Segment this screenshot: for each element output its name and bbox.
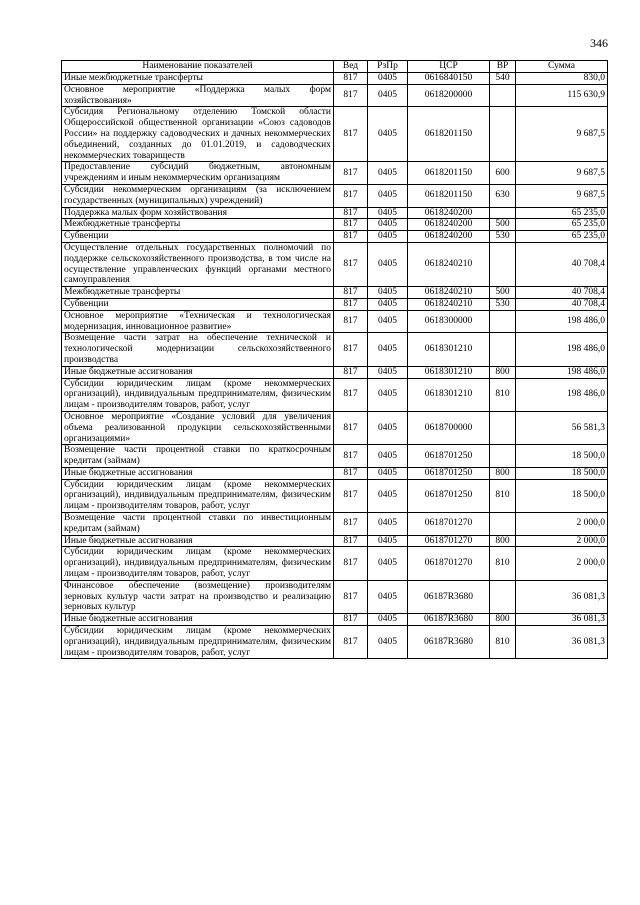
row-rzpr: 0405 xyxy=(368,84,408,107)
row-rzpr: 0405 xyxy=(368,231,408,243)
row-name: Иные бюджетные ассигнования xyxy=(62,614,334,626)
row-ved: 817 xyxy=(334,513,368,536)
row-rzpr: 0405 xyxy=(368,287,408,299)
row-csr: 0618301210 xyxy=(408,366,490,378)
table-row xyxy=(62,411,608,444)
row-rzpr: 0405 xyxy=(368,467,408,479)
row-csr: 0618240210 xyxy=(408,287,490,299)
row-name: Субсидии юридическим лицам (кроме некоммерческих организаций), индивидуальным предпринимателям, физическим лицам - производителям товаров, работ, услуг xyxy=(62,479,334,512)
row-vr: 810 xyxy=(490,479,516,512)
row-csr: 0616840150 xyxy=(408,73,490,85)
row-vr xyxy=(490,310,516,333)
table-row xyxy=(62,287,608,299)
row-ved: 817 xyxy=(334,467,368,479)
row-name: Межбюджетные трансферты xyxy=(62,219,334,231)
row-vr xyxy=(490,580,516,613)
budget-table xyxy=(61,60,608,659)
row-name: Субсидии юридическим лицам (кроме некоммерческих организаций), индивидуальным предпринимателям, физическим лицам - производителям товаров, работ, услуг xyxy=(62,626,334,659)
row-sum: 18 500,0 xyxy=(516,445,608,468)
row-ved: 817 xyxy=(334,242,368,286)
row-name: Иные бюджетные ассигнования xyxy=(62,535,334,547)
row-name: Иные бюджетные ассигнования xyxy=(62,467,334,479)
row-name: Основное мероприятие «Поддержка малых форм хозяйствования» xyxy=(62,84,334,107)
row-rzpr: 0405 xyxy=(368,411,408,444)
row-rzpr: 0405 xyxy=(368,479,408,512)
row-sum: 40 708,4 xyxy=(516,242,608,286)
row-csr: 0618701250 xyxy=(408,467,490,479)
row-sum: 198 486,0 xyxy=(516,378,608,411)
row-rzpr: 0405 xyxy=(368,73,408,85)
table-row xyxy=(62,162,608,185)
row-sum: 65 235,0 xyxy=(516,219,608,231)
row-ved: 817 xyxy=(334,626,368,659)
row-name: Межбюджетные трансферты xyxy=(62,287,334,299)
row-csr: 0618201150 xyxy=(408,184,490,207)
table-row xyxy=(62,479,608,512)
row-name: Иные межбюджетные трансферты xyxy=(62,73,334,85)
row-vr: 800 xyxy=(490,366,516,378)
row-vr: 530 xyxy=(490,231,516,243)
table-row xyxy=(62,580,608,613)
row-name: Основное мероприятие «Создание условий для увеличения объема реализованной продукции сельскохозяйственными организациями» xyxy=(62,411,334,444)
row-csr: 0618701270 xyxy=(408,547,490,580)
row-csr: 0618701250 xyxy=(408,445,490,468)
row-csr: 0618300000 xyxy=(408,310,490,333)
row-rzpr: 0405 xyxy=(368,207,408,219)
column-header-csr: ЦСР xyxy=(408,61,490,73)
row-ved: 817 xyxy=(334,184,368,207)
row-rzpr: 0405 xyxy=(368,513,408,536)
row-sum: 9 687,5 xyxy=(516,107,608,162)
row-csr: 0618240210 xyxy=(408,298,490,310)
row-ved: 817 xyxy=(334,207,368,219)
row-rzpr: 0405 xyxy=(368,107,408,162)
row-rzpr: 0405 xyxy=(368,626,408,659)
row-vr: 810 xyxy=(490,378,516,411)
row-rzpr: 0405 xyxy=(368,580,408,613)
row-rzpr: 0405 xyxy=(368,298,408,310)
row-vr: 500 xyxy=(490,219,516,231)
table-row xyxy=(62,535,608,547)
row-vr xyxy=(490,84,516,107)
column-header-name: Наименование показателей xyxy=(62,61,334,73)
row-ved: 817 xyxy=(334,535,368,547)
row-sum: 115 630,9 xyxy=(516,84,608,107)
row-name: Субсидия Региональному отделению Томской области Общероссийской общественной организации «Союз садоводов России» на поддержку садоводческих и дачных некоммерческих объединений, созданных до 01.01.2019, и садоводческих некоммерческих товариществ xyxy=(62,107,334,162)
row-ved: 817 xyxy=(334,73,368,85)
row-csr: 0618701270 xyxy=(408,535,490,547)
row-rzpr: 0405 xyxy=(368,242,408,286)
table-row xyxy=(62,184,608,207)
row-name: Субвенции xyxy=(62,231,334,243)
column-header-ved: Вед xyxy=(334,61,368,73)
table-row xyxy=(62,73,608,85)
row-rzpr: 0405 xyxy=(368,378,408,411)
table-row xyxy=(62,242,608,286)
row-sum: 198 486,0 xyxy=(516,310,608,333)
table-row xyxy=(62,333,608,366)
row-csr: 0618201150 xyxy=(408,162,490,185)
row-sum: 18 500,0 xyxy=(516,467,608,479)
table-row xyxy=(62,445,608,468)
row-csr: 0618240210 xyxy=(408,242,490,286)
row-name: Основное мероприятие «Техническая и технологическая модернизация, инновационное развитие» xyxy=(62,310,334,333)
column-header-sum: Сумма xyxy=(516,61,608,73)
row-vr: 600 xyxy=(490,162,516,185)
row-ved: 817 xyxy=(334,287,368,299)
row-rzpr: 0405 xyxy=(368,219,408,231)
row-ved: 817 xyxy=(334,310,368,333)
row-ved: 817 xyxy=(334,366,368,378)
row-vr xyxy=(490,333,516,366)
row-ved: 817 xyxy=(334,479,368,512)
row-rzpr: 0405 xyxy=(368,445,408,468)
row-name: Субсидии юридическим лицам (кроме некоммерческих организаций), индивидуальным предпринимателям, физическим лицам - производителям товаров, работ, услуг xyxy=(62,378,334,411)
row-sum: 56 581,3 xyxy=(516,411,608,444)
row-rzpr: 0405 xyxy=(368,333,408,366)
row-csr: 0618301210 xyxy=(408,378,490,411)
row-name: Субвенции xyxy=(62,298,334,310)
row-rzpr: 0405 xyxy=(368,614,408,626)
table-row xyxy=(62,467,608,479)
row-csr: 06187R3680 xyxy=(408,614,490,626)
row-vr: 800 xyxy=(490,614,516,626)
row-name: Возмещение части процентной ставки по инвестиционным кредитам (займам) xyxy=(62,513,334,536)
table-row xyxy=(62,626,608,659)
row-csr: 0618240200 xyxy=(408,219,490,231)
row-vr: 810 xyxy=(490,547,516,580)
row-vr xyxy=(490,207,516,219)
row-sum: 36 081,3 xyxy=(516,614,608,626)
row-csr: 0618200000 xyxy=(408,84,490,107)
row-ved: 817 xyxy=(334,547,368,580)
row-vr: 800 xyxy=(490,535,516,547)
row-sum: 40 708,4 xyxy=(516,287,608,299)
table-row xyxy=(62,513,608,536)
row-csr: 0618700000 xyxy=(408,411,490,444)
row-sum: 2 000,0 xyxy=(516,547,608,580)
table-row xyxy=(62,366,608,378)
row-vr: 540 xyxy=(490,73,516,85)
row-sum: 36 081,3 xyxy=(516,580,608,613)
row-rzpr: 0405 xyxy=(368,366,408,378)
row-vr: 500 xyxy=(490,287,516,299)
row-ved: 817 xyxy=(334,298,368,310)
row-csr: 06187R3680 xyxy=(408,626,490,659)
row-ved: 817 xyxy=(334,445,368,468)
row-sum: 9 687,5 xyxy=(516,162,608,185)
column-header-vr: ВР xyxy=(490,61,516,73)
row-vr: 810 xyxy=(490,626,516,659)
row-vr: 800 xyxy=(490,467,516,479)
row-csr: 0618240200 xyxy=(408,207,490,219)
row-sum: 2 000,0 xyxy=(516,535,608,547)
row-ved: 817 xyxy=(334,378,368,411)
row-vr xyxy=(490,445,516,468)
table-row xyxy=(62,614,608,626)
row-sum: 65 235,0 xyxy=(516,231,608,243)
row-rzpr: 0405 xyxy=(368,162,408,185)
row-name: Иные бюджетные ассигнования xyxy=(62,366,334,378)
row-csr: 0618701270 xyxy=(408,513,490,536)
row-sum: 9 687,5 xyxy=(516,184,608,207)
row-ved: 817 xyxy=(334,411,368,444)
row-ved: 817 xyxy=(334,580,368,613)
table-row xyxy=(62,207,608,219)
row-ved: 817 xyxy=(334,231,368,243)
column-header-rzpr: РзПр xyxy=(368,61,408,73)
row-ved: 817 xyxy=(334,219,368,231)
row-name: Осуществление отдельных государственных полномочий по поддержке сельскохозяйственного производства, в том числе на осуществление управленческих функций органами местного самоуправления xyxy=(62,242,334,286)
row-vr xyxy=(490,242,516,286)
row-vr xyxy=(490,411,516,444)
row-name: Возмещение части процентной ставки по краткосрочным кредитам (займам) xyxy=(62,445,334,468)
row-sum: 2 000,0 xyxy=(516,513,608,536)
row-csr: 0618240200 xyxy=(408,231,490,243)
row-name: Поддержка малых форм хозяйствования xyxy=(62,207,334,219)
row-ved: 817 xyxy=(334,162,368,185)
row-ved: 817 xyxy=(334,333,368,366)
table-row xyxy=(62,219,608,231)
row-name: Возмещение части затрат на обеспечение технической и технологической модернизации сельскохозяйственного производства xyxy=(62,333,334,366)
row-name: Предоставление субсидий бюджетным, автономным учреждениям и иным некоммерческим организациям xyxy=(62,162,334,185)
row-sum: 40 708,4 xyxy=(516,298,608,310)
row-csr: 0618301210 xyxy=(408,333,490,366)
row-sum: 65 235,0 xyxy=(516,207,608,219)
row-sum: 36 081,3 xyxy=(516,626,608,659)
row-name: Финансовое обеспечение (возмещение) производителям зерновых культур части затрат на производство и реализацию зерновых культур xyxy=(62,580,334,613)
row-ved: 817 xyxy=(334,84,368,107)
table-row xyxy=(62,231,608,243)
table-row xyxy=(62,310,608,333)
row-rzpr: 0405 xyxy=(368,547,408,580)
row-rzpr: 0405 xyxy=(368,310,408,333)
row-sum: 18 500,0 xyxy=(516,479,608,512)
row-sum: 198 486,0 xyxy=(516,333,608,366)
row-vr: 630 xyxy=(490,184,516,207)
row-csr: 06187R3680 xyxy=(408,580,490,613)
row-name: Субсидии юридическим лицам (кроме некоммерческих организаций), индивидуальным предпринимателям, физическим лицам - производителям товаров, работ, услуг xyxy=(62,547,334,580)
row-ved: 817 xyxy=(334,614,368,626)
row-sum: 830,0 xyxy=(516,73,608,85)
table-header-row xyxy=(62,61,608,73)
row-vr xyxy=(490,107,516,162)
table-row xyxy=(62,547,608,580)
row-vr: 530 xyxy=(490,298,516,310)
row-rzpr: 0405 xyxy=(368,535,408,547)
row-ved: 817 xyxy=(334,107,368,162)
row-name: Субсидии некоммерческим организациям (за исключением государственных (муниципальных) учреждений) xyxy=(62,184,334,207)
table-row xyxy=(62,378,608,411)
row-csr: 0618201150 xyxy=(408,107,490,162)
row-rzpr: 0405 xyxy=(368,184,408,207)
table-row xyxy=(62,107,608,162)
row-sum: 198 486,0 xyxy=(516,366,608,378)
row-vr xyxy=(490,513,516,536)
row-csr: 0618701250 xyxy=(408,479,490,512)
page-number: 346 xyxy=(590,36,608,50)
table-row xyxy=(62,84,608,107)
table-row xyxy=(62,298,608,310)
